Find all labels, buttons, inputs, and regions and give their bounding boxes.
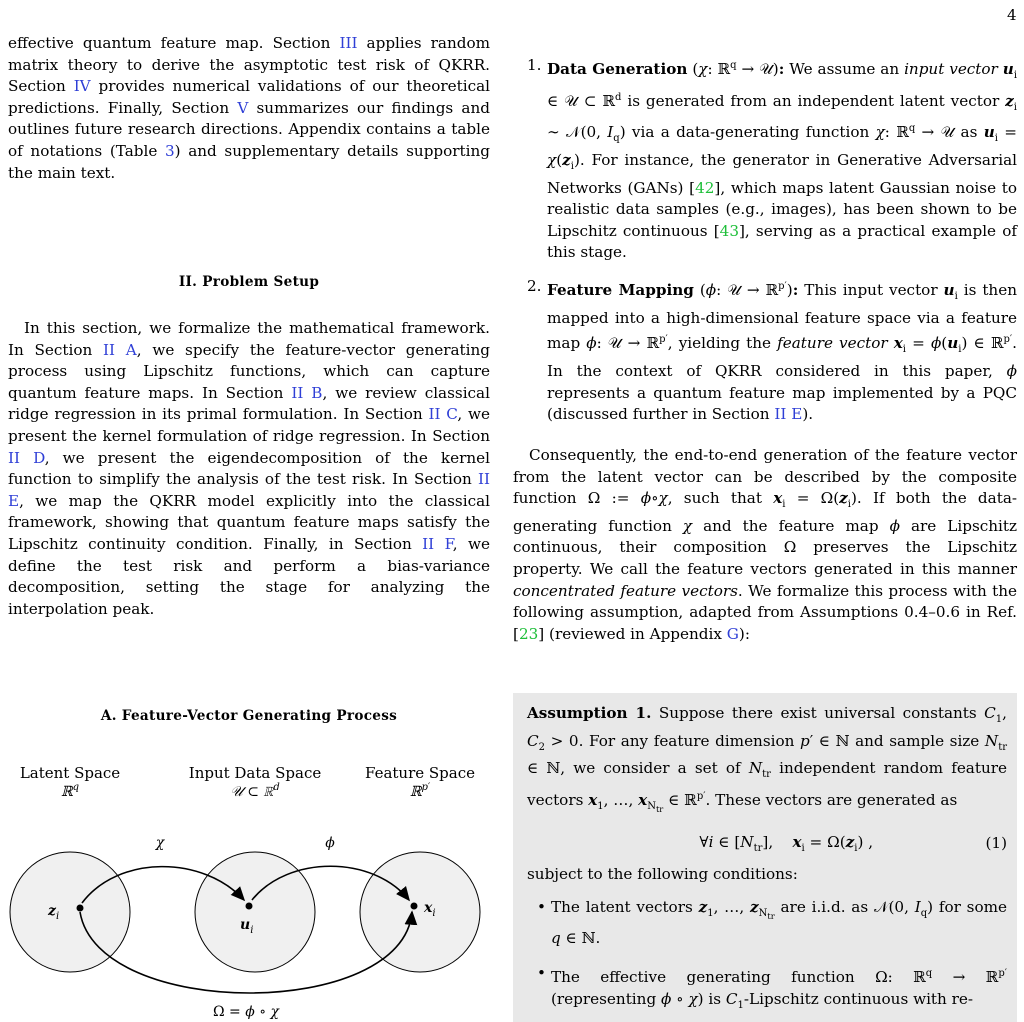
link-section-2f[interactable]: II F [422, 534, 453, 553]
intro-paragraph: effective quantum feature map. Section III applies random matrix theory to derive the asymptotic test risk of QKRR. Section IV provides numerical validations of our theoretical predictions. Finally, Section V summarizes our findings and outlines future research directions. Appendix contains a table of notations (Table 3) and supplementary details supporting the main text. [8, 34, 491, 182]
bullet-latent-vectors: • The latent vectors $z_1$, …, $z_{N_{tr}}$ are i.i.d. as 𝒩(0, $I_q$) for some q ∈ ℕ. [537, 898, 1007, 947]
link-section-2d[interactable]: II D [8, 448, 45, 467]
input-space-label: Input Data Space [188, 764, 322, 782]
feature-generation-diagram [8, 760, 490, 1022]
link-section-5[interactable]: V [237, 98, 249, 117]
link-section-2b[interactable]: II B [291, 383, 323, 402]
consequently-paragraph: Consequently, the end-to-end generation of the feature vector from the latent vector can be described by the composite function Ω := ϕ∘χ, such that $x_i = \Omega(z_i)$. If both the data-generating function χ and the feature map ϕ are Lipschitz continuous, their composition Ω preserves the Lipschitz property. We call the feature vectors generated in this manner concentrated feature vectors. We formalize this process with the following assumption, adapted from Assumptions 0.4–0.6 in Ref. [23] (reviewed in Appendix G): [513, 446, 1018, 643]
node-u-label: $u_i$ [240, 917, 254, 936]
link-appendix-g[interactable]: G [726, 624, 739, 643]
feature-space-label: Feature Space [364, 764, 476, 782]
list-item-data-generation: 1. Data Generation (χ: ℝ$^q$ → 𝒰): We assume an input vector $u_i$ ∈ 𝒰 ⊂ ℝ$^d$ is generated from an independent latent vector $z_i$ ∼ 𝒩(0, $I_q$) via a data-generating function χ: ℝ$^q$ → 𝒰 as $u_i = \chi(z_i)$. For instance, the generator in Generative Adversarial Networks (GANs) [42], which maps latent Gaussian noise to realistic data samples (e.g., images), has been shown to be Lipschitz continuous [43], serving as a practical example of this stage. [527, 56, 1018, 262]
link-section-2e-right[interactable]: II E [774, 405, 803, 424]
equation-body: ∀i ∈ $[N_{tr}]$, $x_i = \Omega(z_i)$ , [699, 832, 874, 854]
equation-number: (1) [985, 834, 1007, 853]
page-number: 4 [1007, 6, 1017, 24]
section-intro-paragraph: In this section, we formalize the mathematical framework. In Section II A, we specify the feature-vector generating process using Lipschitz functions, which can capture quantum feature maps. In Section II B, we review classical ridge regression in its primal formulation. In Section II C, we present the kernel formulation of ridge regression. In Section II D, we present the eigendecomposition of the kernel function to simplify the analysis of the test risk. In Section II E, we map the QKRR model explicitly into the classical framework, showing that quantum feature maps satisfy the Lipschitz continuity condition. Finally, in Section II F, we define the test risk and perform a bias-variance decomposition, setting the stage for analyzing the interpolation peak. [8, 319, 491, 618]
feature-space-set: ℝ$^{p'}$ [409, 782, 431, 800]
section-heading: II. Problem Setup [178, 274, 320, 290]
arrow-omega-label: Ω = ϕ ∘ χ [212, 1004, 280, 1020]
input-space-circle [195, 852, 315, 972]
feature-space-circle [360, 852, 480, 972]
subsection-heading: A. Feature-Vector Generating Process [100, 708, 398, 724]
equation-1 [527, 833, 1007, 854]
link-table-3[interactable]: 3 [164, 141, 175, 160]
arrow-phi-label: ϕ [325, 835, 335, 851]
link-section-2a[interactable]: II A [103, 340, 137, 359]
list-item-feature-mapping: 2. Feature Mapping (ϕ: 𝒰 → ℝ$^{p'}$): This input vector $u_i$ is then mapped into a high-dimensional feature space via a feature map ϕ: 𝒰 → ℝ$^{p'}$, yielding the feature vector $x_i = \phi(u_i)$ ∈ ℝ$^{p'}$. In the context of QKRR considered in this paper, ϕ represents a quantum feature map implemented by a PQC (discussed further in Section II E). [527, 277, 1017, 424]
latent-space-label: Latent Space [19, 764, 121, 782]
node-z-label: $z_i$ [48, 903, 60, 922]
citation-43[interactable]: 43 [719, 221, 739, 240]
link-section-2e[interactable]: II E [8, 470, 490, 510]
assumption-text: Assumption 1. Suppose there exist universal constants $C_1$, $C_2 > 0$. For any feature dimension p′ ∈ ℕ and sample size $N_{tr}$ ∈ ℕ, we consider a set of $N_{tr}$ independent random feature vectors $x_1$, …, $x_{N_{tr}}$ ∈ ℝ$^{p'}$. These vectors are generated as [527, 704, 1007, 814]
arrow-chi-label: χ [155, 835, 165, 851]
latent-space-circle [10, 852, 130, 972]
assumption-box [513, 693, 1017, 1022]
link-section-3[interactable]: III [339, 34, 358, 52]
link-section-4[interactable]: IV [73, 77, 91, 96]
subject-to-text: subject to the following conditions: [527, 864, 798, 883]
link-section-2c[interactable]: II C [428, 405, 458, 424]
node-u-dot [246, 903, 253, 910]
latent-space-set: ℝ$^q$ [60, 782, 80, 800]
node-x-label: $x_i$ [424, 900, 436, 919]
node-x-dot [411, 903, 418, 910]
node-z-dot [77, 905, 84, 912]
input-space-set: 𝒰 ⊂ ℝ$^d$ [230, 782, 280, 800]
citation-42[interactable]: 42 [695, 178, 715, 197]
generation-steps-list [513, 55, 1017, 426]
bullet-generating-function: • The effective generating function Ω: ℝ$^q$ → ℝ$^{p'}$ (representing ϕ ∘ χ) is $C_1$-Lipschitz continuous with re- [537, 964, 1007, 1012]
citation-23[interactable]: 23 [518, 624, 539, 643]
